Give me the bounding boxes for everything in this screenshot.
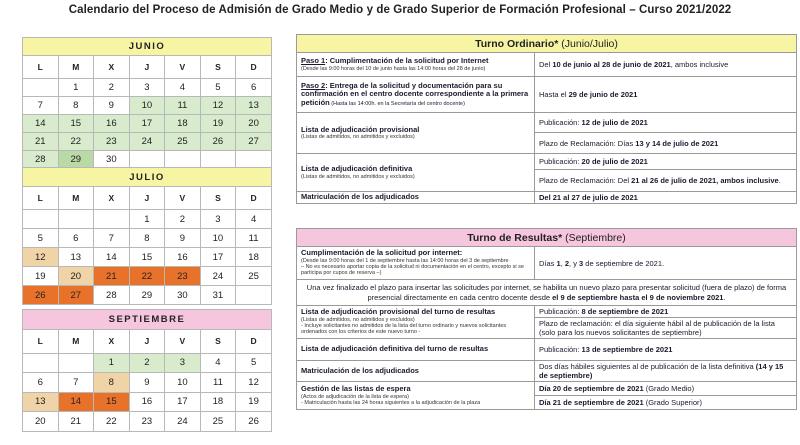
value-text: Hasta el bbox=[539, 90, 569, 99]
value-bold: 29 de junio de 2021 bbox=[568, 90, 638, 99]
cumplimentacion-label bbox=[297, 247, 535, 280]
value-text: Plazo de Reclamación: Del bbox=[539, 176, 632, 185]
calendar-day: 14 bbox=[94, 248, 130, 267]
value-text: (Grado Medio) bbox=[643, 384, 695, 393]
calendar-day: 1 bbox=[129, 210, 165, 229]
calendar-day bbox=[165, 151, 201, 169]
weekday-label: S bbox=[200, 329, 236, 353]
resultas-provisional-publicacion bbox=[535, 306, 797, 318]
cumplimentacion-title: Cumplimentación de la solicitud por internet: bbox=[301, 248, 463, 258]
calendar-day-highlight: 29 bbox=[58, 151, 94, 169]
calendar-day-highlight: 28 bbox=[23, 151, 59, 169]
turno-resultas-table bbox=[296, 228, 797, 410]
value-text: Dos días hábiles siguientes al de publicación de la lista definitiva bbox=[539, 362, 756, 371]
value-text: Días bbox=[539, 258, 557, 268]
calendar-day: 22 bbox=[94, 412, 130, 432]
resultas-matriculacion-value bbox=[535, 361, 797, 382]
calendar-day: 7 bbox=[23, 97, 59, 115]
turno-resultas-header bbox=[297, 229, 797, 247]
calendar-day-highlight: 15 bbox=[58, 115, 94, 133]
calendar-day: 11 bbox=[236, 229, 272, 248]
calendar-day-highlight: 15 bbox=[94, 392, 130, 412]
month-name-junio: JUNIO bbox=[23, 38, 272, 56]
calendar-day-highlight: 11 bbox=[165, 97, 201, 115]
calendar-day-highlight: 12 bbox=[23, 248, 59, 267]
weekday-label: L bbox=[23, 187, 59, 210]
calendar-day-highlight: 23 bbox=[165, 267, 201, 286]
calendar-day bbox=[23, 210, 59, 229]
calendar-day: 18 bbox=[200, 392, 236, 412]
weekday-label: J bbox=[129, 329, 165, 353]
calendar-day bbox=[94, 210, 130, 229]
weekday-label: M bbox=[58, 56, 94, 79]
paso1-label bbox=[297, 53, 535, 77]
value-bold: 20 de julio de 2021 bbox=[581, 157, 648, 166]
calendar-day: 19 bbox=[23, 267, 59, 286]
value-bold: 13 de septiembre de 2021 bbox=[581, 345, 673, 354]
calendar-day-highlight: 27 bbox=[58, 286, 94, 305]
weekday-label: X bbox=[94, 56, 130, 79]
resultas-provisional-sub: (Listas de admitidos, no admitidos y excluidos) bbox=[301, 316, 415, 323]
resultas-definitiva-publicacion bbox=[535, 339, 797, 361]
calendar-day: 4 bbox=[200, 353, 236, 373]
calendar-day: 4 bbox=[236, 210, 272, 229]
calendar-day: 10 bbox=[200, 229, 236, 248]
calendar-day: 16 bbox=[129, 392, 165, 412]
definitiva-publicacion bbox=[535, 154, 797, 170]
calendar-day-highlight: 27 bbox=[236, 133, 272, 151]
calendar-day-highlight: 13 bbox=[236, 97, 272, 115]
note-text: . bbox=[723, 292, 726, 302]
calendar-day-highlight: 14 bbox=[58, 392, 94, 412]
calendar-day-highlight: 2 bbox=[129, 353, 165, 373]
turno-ordinario-subtitle: (Junio/Julio) bbox=[558, 37, 618, 50]
turno-ordinario-title: Turno Ordinario* bbox=[475, 37, 559, 50]
value-bold: (14 y 15 de septiembre) bbox=[539, 362, 784, 380]
calendar-day-highlight: 25 bbox=[165, 133, 201, 151]
value-text: Publicación: bbox=[539, 345, 582, 354]
calendar-day: 12 bbox=[236, 373, 272, 393]
calendar-day: 8 bbox=[58, 97, 94, 115]
calendar-julio bbox=[22, 167, 272, 305]
value-bold: 1 bbox=[556, 258, 561, 268]
calendar-day: 10 bbox=[165, 373, 201, 393]
weekday-label: X bbox=[94, 187, 130, 210]
provisional-label bbox=[297, 113, 535, 154]
calendar-day: 24 bbox=[200, 267, 236, 286]
value-text: , ambos inclusive bbox=[670, 60, 729, 69]
weekday-label: M bbox=[58, 329, 94, 353]
value-bold: 2 bbox=[564, 258, 570, 268]
turno-resultas-title: Turno de Resultas* bbox=[467, 231, 563, 244]
paso2-prefix: Paso 2 bbox=[301, 80, 326, 90]
weekday-label: V bbox=[165, 56, 201, 79]
calendar-day: 6 bbox=[236, 79, 272, 97]
value-text: Publicación: bbox=[539, 118, 582, 127]
calendar-day-highlight: 1 bbox=[94, 353, 130, 373]
calendar-day-highlight: 10 bbox=[129, 97, 165, 115]
calendar-day bbox=[236, 151, 272, 169]
calendar-day-highlight: 3 bbox=[165, 353, 201, 373]
calendar-day: 31 bbox=[200, 286, 236, 305]
provisional-title: Lista de adjudicación provisional bbox=[301, 124, 420, 134]
note-bold: el 9 de septiembre hasta el 9 de noviembre 2021 bbox=[552, 292, 724, 302]
paso2-sub: (Hasta las 14:00h. en la Secretaría del centro docente) bbox=[329, 100, 465, 107]
calendar-day: 5 bbox=[23, 229, 59, 248]
calendar-day bbox=[23, 79, 59, 97]
calendar-day: 8 bbox=[129, 229, 165, 248]
paso1-text: : Cumplimentación de la solicitud por Internet bbox=[325, 56, 489, 66]
weekday-label: J bbox=[129, 187, 165, 210]
weekday-label: D bbox=[236, 187, 272, 210]
listas-espera-sub: (Actos de adjudicación de la lista de espera) bbox=[301, 393, 409, 400]
value-bold: 10 de junio al 28 de junio de 2021 bbox=[552, 60, 671, 69]
weekday-label: X bbox=[94, 329, 130, 353]
value-text: (Grado Superior) bbox=[643, 398, 702, 407]
resultas-provisional-sub: - Incluye solicitantes no admitidos de la lista del turno ordinario y nuevos solicitantes ordenados con los criterios de este nuevo turno - bbox=[301, 323, 507, 336]
resultas-provisional-reclamacion: Plazo de reclamación: el día siguiente hábil al de publicación de la lista (solo para los nuevos solicitantes de septiembre) bbox=[535, 318, 797, 339]
value-bold: Día 21 de septiembre de 2021 bbox=[539, 398, 644, 407]
listas-espera-label bbox=[297, 382, 535, 410]
value-text: , y bbox=[569, 258, 580, 268]
value-text: de septiembre de 2021. bbox=[583, 258, 665, 268]
value-bold: 13 y 14 de julio de 2021 bbox=[635, 138, 719, 148]
weekday-label: V bbox=[165, 329, 201, 353]
calendar-day-highlight: 17 bbox=[129, 115, 165, 133]
calendar-day: 13 bbox=[58, 248, 94, 267]
value-bold: 12 de julio de 2021 bbox=[581, 118, 648, 127]
value-text: Publicación: bbox=[539, 157, 582, 166]
calendar-day: 2 bbox=[94, 79, 130, 97]
calendar-day bbox=[236, 286, 272, 305]
calendar-day-highlight: 26 bbox=[200, 133, 236, 151]
paso2-value bbox=[535, 77, 797, 113]
weekday-label: V bbox=[165, 187, 201, 210]
calendar-day: 2 bbox=[165, 210, 201, 229]
calendar-day-highlight: 21 bbox=[23, 133, 59, 151]
calendar-day-highlight: 26 bbox=[23, 286, 59, 305]
cumplimentacion-sub: (Desde las 9:00 horas del 1 de septiembre hasta las 14:00 horas del 3 de septiembre bbox=[301, 257, 509, 264]
weekday-label: D bbox=[236, 329, 272, 353]
calendar-day bbox=[129, 151, 165, 169]
weekday-label: J bbox=[129, 56, 165, 79]
value-bold: 8 de septiembre de 2021 bbox=[581, 307, 669, 316]
listas-espera-sub: - Matriculación hasta las 24 horas siguientes a la adjudicación de la plaza bbox=[301, 399, 481, 406]
definitiva-reclamacion bbox=[535, 170, 797, 192]
calendar-day: 18 bbox=[236, 248, 272, 267]
calendar-day: 16 bbox=[165, 248, 201, 267]
calendar-day: 6 bbox=[23, 373, 59, 393]
calendar-day-highlight: 12 bbox=[200, 97, 236, 115]
calendar-junio bbox=[22, 37, 272, 169]
fuera-plazo-note bbox=[297, 280, 797, 306]
calendar-day-highlight: 21 bbox=[94, 267, 130, 286]
calendar-day: 25 bbox=[200, 412, 236, 432]
weekday-label: L bbox=[23, 329, 59, 353]
calendar-day bbox=[23, 353, 59, 373]
calendar-day-highlight: 16 bbox=[94, 115, 130, 133]
calendar-day: 4 bbox=[165, 79, 201, 97]
turno-resultas-subtitle: (Septiembre) bbox=[562, 231, 626, 244]
provisional-sub: (Listas de admitidos, no admitidos y excluidos) bbox=[301, 134, 415, 141]
calendar-day: 29 bbox=[129, 286, 165, 305]
calendar-day-highlight: 22 bbox=[58, 133, 94, 151]
resultas-provisional-title: Lista de adjudicación provisional del turno de resultas bbox=[301, 307, 496, 317]
weekday-label: S bbox=[200, 56, 236, 79]
value-bold: 3 bbox=[579, 258, 584, 268]
calendar-day-highlight: 8 bbox=[94, 373, 130, 393]
calendar-day: 6 bbox=[58, 229, 94, 248]
calendar-day-highlight: 14 bbox=[23, 115, 59, 133]
value-bold: 21 al 26 de julio de 2021, ambos inclusive bbox=[631, 176, 779, 185]
calendar-day-highlight: 23 bbox=[94, 133, 130, 151]
weekday-label: S bbox=[200, 187, 236, 210]
calendar-day: 30 bbox=[94, 151, 130, 169]
turno-ordinario-table bbox=[296, 34, 797, 204]
calendar-day: 5 bbox=[200, 79, 236, 97]
calendar-day: 9 bbox=[94, 97, 130, 115]
calendar-day: 17 bbox=[165, 392, 201, 412]
definitiva-sub: (Listas de admitidos, no admitidos y excluidos) bbox=[301, 173, 415, 180]
calendar-day bbox=[200, 151, 236, 169]
calendar-day: 25 bbox=[236, 267, 272, 286]
paso1-value bbox=[535, 53, 797, 77]
calendar-day: 15 bbox=[129, 248, 165, 267]
weekday-label: D bbox=[236, 56, 272, 79]
calendar-day-highlight: 20 bbox=[58, 267, 94, 286]
calendar-day: 11 bbox=[200, 373, 236, 393]
value-text: . bbox=[778, 176, 781, 185]
calendar-day-highlight: 18 bbox=[165, 115, 201, 133]
value-bold: Día 20 de septiembre de 2021 bbox=[539, 384, 644, 393]
calendar-day: 7 bbox=[58, 373, 94, 393]
calendar-day: 30 bbox=[165, 286, 201, 305]
calendar-day bbox=[58, 210, 94, 229]
paso1-sub: (Desde las 9:00 horas del 10 de junio hasta las 14:00 horas del 28 de junio) bbox=[301, 65, 486, 72]
calendar-day: 17 bbox=[200, 248, 236, 267]
provisional-publicacion bbox=[535, 113, 797, 133]
weekday-label: L bbox=[23, 56, 59, 79]
calendar-day: 7 bbox=[94, 229, 130, 248]
calendar-day: 24 bbox=[165, 412, 201, 432]
matriculacion-value: Del 21 al 27 de julio de 2021 bbox=[535, 192, 797, 204]
turno-ordinario-header bbox=[297, 35, 797, 53]
page-title: Calendario del Proceso de Admisión de Grado Medio y de Grado Superior de Formación Profesional – Curso 2021/2022 bbox=[68, 4, 732, 16]
resultas-matriculacion-label: Matriculación de los adjudicados bbox=[297, 361, 535, 382]
paso1-prefix: Paso 1 bbox=[301, 56, 326, 66]
value-text: , bbox=[560, 258, 565, 268]
calendar-day: 9 bbox=[165, 229, 201, 248]
resultas-definitiva-label: Lista de adjudicación definitiva del turno de resultas bbox=[297, 339, 535, 361]
calendar-day: 20 bbox=[23, 412, 59, 432]
definitiva-title: Lista de adjudicación definitiva bbox=[301, 164, 413, 174]
value-text: Plazo de Reclamación: Días bbox=[539, 138, 636, 148]
value-text: Publicación: bbox=[539, 307, 582, 316]
note-text: Una vez finalizado el plazo para insertar las solicitudes por internet, se habilita un nuevo plazo para presentar solicitud (fuera de plazo) de forma presencial directamente en cada centro docente desde bbox=[306, 282, 787, 302]
paso2-text: : Entrega de la solicitud y documentación para su confirmación en el centro docente correspondiente a la primera petición bbox=[301, 80, 529, 107]
cumplimentacion-sub: – No es necesario aportar copia de la solicitud ni documentación en el centro, excepto si se participa por cupos de reserva –) bbox=[301, 264, 524, 277]
cumplimentacion-value bbox=[535, 247, 797, 280]
calendar-day: 1 bbox=[58, 79, 94, 97]
calendar-day: 28 bbox=[94, 286, 130, 305]
calendar-day bbox=[58, 353, 94, 373]
month-name-julio: JULIO bbox=[23, 168, 272, 187]
calendar-day-highlight: 22 bbox=[129, 267, 165, 286]
provisional-reclamacion bbox=[535, 133, 797, 154]
calendar-day-highlight: 13 bbox=[23, 392, 59, 412]
calendar-day: 26 bbox=[236, 412, 272, 432]
value-text: Del bbox=[539, 60, 553, 69]
calendar-day-highlight: 24 bbox=[129, 133, 165, 151]
listas-espera-grado-superior bbox=[535, 396, 797, 410]
calendar-day: 5 bbox=[236, 353, 272, 373]
calendar-day-highlight: 19 bbox=[200, 115, 236, 133]
matriculacion-label: Matriculación de los adjudicados bbox=[297, 192, 535, 204]
definitiva-label bbox=[297, 154, 535, 192]
month-name-septiembre: SEPTIEMBRE bbox=[23, 310, 272, 330]
resultas-provisional-label bbox=[297, 306, 535, 339]
listas-espera-grado-medio bbox=[535, 382, 797, 396]
calendar-day: 9 bbox=[129, 373, 165, 393]
weekday-label: M bbox=[58, 187, 94, 210]
paso2-label bbox=[297, 77, 535, 113]
calendar-day: 3 bbox=[129, 79, 165, 97]
calendar-day: 23 bbox=[129, 412, 165, 432]
calendar-day-highlight: 20 bbox=[236, 115, 272, 133]
calendar-day: 3 bbox=[200, 210, 236, 229]
calendar-day: 19 bbox=[236, 392, 272, 412]
listas-espera-title: Gestión de las listas de espera bbox=[301, 383, 411, 393]
calendar-septiembre bbox=[22, 309, 272, 432]
calendar-day: 21 bbox=[58, 412, 94, 432]
